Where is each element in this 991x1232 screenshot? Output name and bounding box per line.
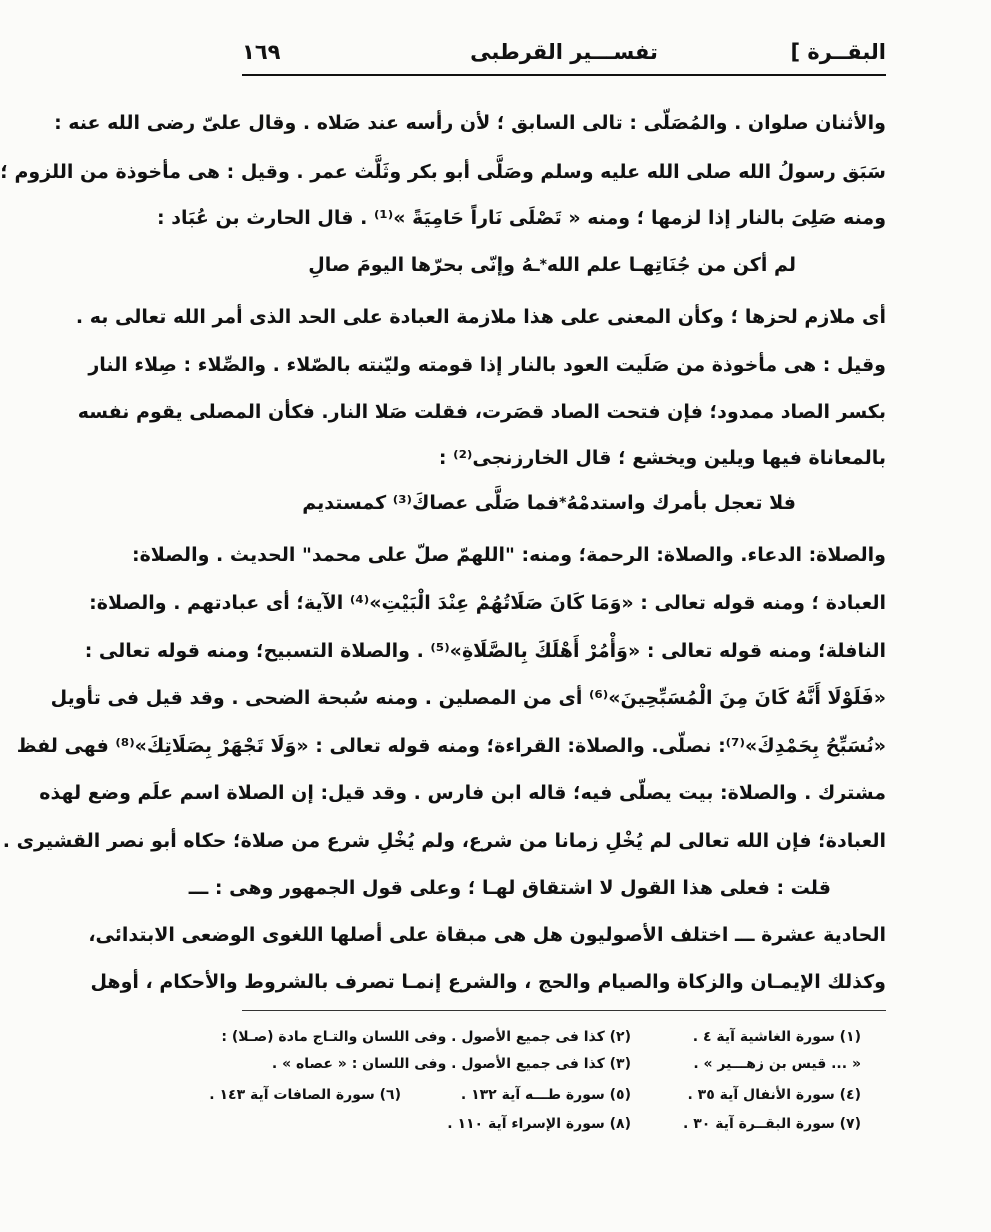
text-line: ومنه صَلِىَ بالنار إذا لزمها ؛ ومنه « تَصْلَى نَاراً حَامِيَةً »⁽¹⁾ . قال الحارث بن عُبَاد : — [157, 207, 886, 229]
text-line: العبادة ؛ ومنه قوله تعالى : «وَمَا كَانَ صَلَاتُهُمْ عِنْدَ الْبَيْتِ»⁽⁴⁾ الآية؛ أى عبادتهم . والصلاة: — [89, 592, 886, 614]
text-line: الحادية عشرة ـــ اختلف الأصوليون هل هى مبقاة على أصلها اللغوى الوضعى الابتدائى، — [88, 924, 886, 946]
text-line: سَبَق رسولُ الله صلى الله عليه وسلم وصَلَّى أبو بكر وثَلَّث عمر . وقيل : هى مأخوذة من اللزوم ؛ — [0, 161, 886, 183]
page-number: ١٦٩ — [242, 40, 281, 64]
text-line: بكسر الصاد ممدود؛ فإن فتحت الصاد قصَرت، فقلت صَلا النار. فكأن المصلى يقوم نفسه — [77, 401, 886, 423]
page-header — [242, 34, 886, 70]
footnote-2-continued: « ... قيس بن زهـــير » . — [693, 1056, 861, 1072]
verse-separator-star: * — [539, 257, 547, 273]
text-line: العبادة؛ فإن الله تعالى لم يُخْلِ زمانا من شرع، ولم يُخْلِ شرع من صلاة؛ حكاه أبو نصر القشيرى . — [2, 830, 886, 852]
text-line: أى ملازم لحزها ؛ وكأن المعنى على هذا ملازمة العبادة على الحد الذى أمر الله تعالى به . — [75, 306, 886, 328]
footnote-7: (٧) سورة البقــرة آية ٣٠ . — [683, 1116, 861, 1132]
verse-1-first-hemistich: لم أكن من جُنَاتِهـا علم الله — [546, 254, 796, 276]
footnote-4: (٤) سورة الأنفال آية ٣٥ . — [687, 1087, 861, 1103]
text-line: بالمعاناة فيها ويلين ويخشع ؛ قال الخارزنجى⁽²⁾ : — [438, 447, 886, 469]
footnote-1: (١) سورة الغاشية آية ٤ . — [692, 1029, 861, 1045]
text-line: مشترك . والصلاة: بيت يصلّى فيه؛ قاله ابن فارس . وقد قيل: إن الصلاة اسم علَم وضع لهذه — [39, 782, 886, 804]
verse-separator-star: * — [559, 495, 567, 511]
text-line: «نُسَبِّحُ بِحَمْدِكَ»⁽⁷⁾: نصلّى. والصلاة: القراءة؛ ومنه قوله تعالى : «وَلَا تَجْهَرْ بِصَلَاتِكَ»⁽⁸⁾ فهى لفظ — [16, 735, 886, 757]
text-line: قلت : فعلى هذا القول لا اشتقاق لهـا ؛ وعلى قول الجمهور وهى : ـــ — [188, 877, 831, 899]
verse-1-second-hemistich: ـهُ وإنّى بحرّها اليومَ صالِ — [308, 254, 540, 276]
footnote-6: (٦) سورة الصافات آية ١٤٣ . — [209, 1087, 401, 1103]
poetry-verse-1 — [308, 250, 796, 280]
text-line: والأثنان صلوان . والمُصَلّى : تالى السابق ؛ لأن رأسه عند صَلاه . وقال علىّ رضى الله عنه : — [54, 112, 886, 134]
text-line: «فَلَوْلَا أَنَّهُ كَانَ مِنَ الْمُسَبِّحِينَ»⁽⁶⁾ أى من المصلين . ومنه سُبحة الضحى . وقد قيل فى تأويل — [50, 687, 886, 709]
footnote-rule — [242, 1010, 886, 1011]
footnote-8: (٨) سورة الإسراء آية ١١٠ . — [447, 1116, 631, 1132]
footnote-5: (٥) سورة طـــه آية ١٣٢ . — [460, 1087, 631, 1103]
text-line: وكذلك الإيمـان والزكاة والصيام والحج ، والشرع إنمـا تصرف بالشروط والأحكام ، أوهل — [90, 971, 886, 993]
header-surah-name: البقــرة ] — [790, 40, 886, 64]
text-line: والصلاة: الدعاء. والصلاة: الرحمة؛ ومنه: "اللهمّ صلّ على محمد" الحديث . والصلاة: — [131, 544, 886, 566]
header-rule — [242, 74, 886, 76]
verse-2-first-hemistich: فلا تعجل بأمرك واستدمْهُ — [566, 492, 796, 514]
footnote-3: (٣) كذا فى جميع الأصول . وفى اللسان : « عصاه » . — [271, 1056, 631, 1072]
verse-2-second-hemistich: فما صَلَّى عصاكَ⁽³⁾ كمستديم — [302, 492, 560, 514]
header-book-title: تفســـير القرطبى — [470, 40, 658, 64]
text-line: وقيل : هى مأخوذة من صَلَيت العود بالنار إذا قومته وليّنته بالصّلاء . والصِّلاء : صِلاء النار — [88, 354, 886, 376]
footnote-2: (٢) كذا فى جميع الأصول . وفى اللسان والتـاج مادة (صـلا) : — [221, 1029, 631, 1045]
text-line: النافلة؛ ومنه قوله تعالى : «وَأْمُرْ أَهْلَكَ بِالصَّلَاةِ»⁽⁵⁾ . والصلاة التسبيح؛ ومنه قوله تعالى : — [84, 640, 886, 662]
poetry-verse-2 — [302, 488, 796, 518]
